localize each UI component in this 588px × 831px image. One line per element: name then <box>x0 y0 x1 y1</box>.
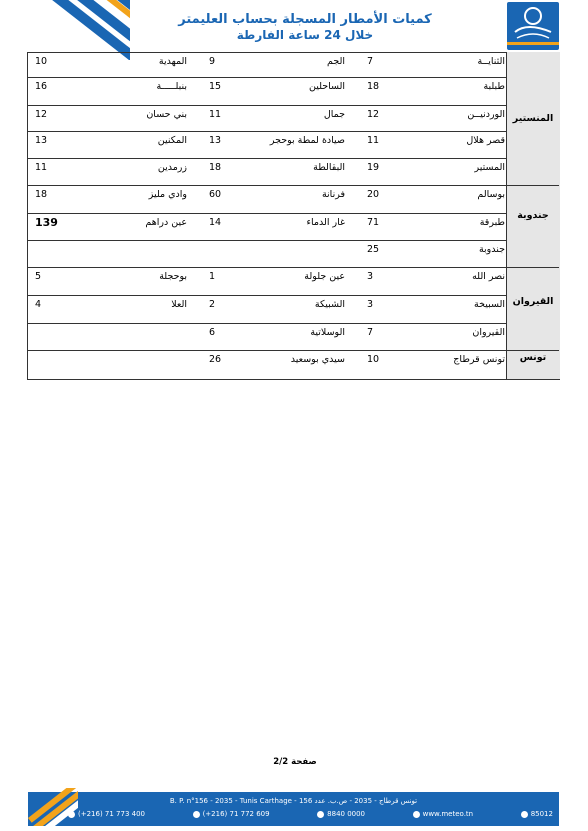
rainfall-value: 20 <box>367 189 380 200</box>
station-name: طبرقة <box>479 217 505 228</box>
rainfall-value: 71 <box>367 217 380 228</box>
station-name: غار الدماء <box>306 217 345 228</box>
rainfall-value: 11 <box>35 162 48 173</box>
station-name: الوردنيــن <box>467 109 505 120</box>
row-divider <box>27 77 506 78</box>
station-name: العلا <box>171 299 187 310</box>
station-name: جندوبة <box>478 244 505 255</box>
station-name: الساحلين <box>308 81 345 92</box>
rainfall-value: 9 <box>209 56 216 67</box>
rainfall-value: 18 <box>367 81 380 92</box>
rainfall-value: 10 <box>367 354 380 365</box>
footer-bar <box>28 792 559 826</box>
rainfall-value: 2 <box>209 299 216 310</box>
station-name: المكنين <box>157 135 187 146</box>
footer-contact <box>317 810 365 818</box>
footer-contact <box>193 810 270 818</box>
page-number: صفحة 2/2 <box>273 757 317 767</box>
group-divider <box>27 267 559 268</box>
footer-contact <box>413 810 474 818</box>
rainfall-value: 7 <box>367 327 374 338</box>
rainfall-value: 14 <box>209 217 222 228</box>
station-name: جمال <box>323 109 345 120</box>
fax-icon <box>193 811 200 818</box>
footer-contact-text: (+216) 71 773 400 <box>78 810 145 818</box>
governorate-label: القيروان <box>512 296 554 307</box>
page-title: كميات الأمطار المسجلة بحساب العليمتر <box>178 12 432 27</box>
rainfall-value: 13 <box>35 135 48 146</box>
governorate-label: جندوبة <box>517 210 549 221</box>
station-name: الجم <box>327 56 345 67</box>
station-name: الثنايــة <box>477 56 505 67</box>
governorate-label: المنستير <box>512 113 554 124</box>
rainfall-value: 25 <box>367 244 380 255</box>
station-name: عين جلولة <box>304 271 345 282</box>
station-name: بوسالم <box>477 189 505 200</box>
station-name: السبيخة <box>474 299 505 310</box>
footer-contact <box>521 810 553 818</box>
rainfall-value: 4 <box>35 299 42 310</box>
footer-contacts <box>68 810 553 818</box>
meteo-logo <box>507 2 559 50</box>
row-divider <box>27 323 506 324</box>
sms-icon <box>521 811 528 818</box>
rainfall-value: 15 <box>209 81 222 92</box>
rainfall-value: 11 <box>367 135 380 146</box>
rainfall-value: 26 <box>209 354 222 365</box>
station-name: بني حسان <box>146 109 187 120</box>
station-name: تونس قرطاج <box>453 354 505 365</box>
station-name: الوسلاتية <box>310 327 345 338</box>
rainfall-value: 5 <box>35 271 42 282</box>
station-name: وادي مليز <box>148 189 187 200</box>
footer-contact-text: www.meteo.tn <box>422 810 474 818</box>
station-name: نصر الله <box>472 271 505 282</box>
rainfall-value: 18 <box>209 162 222 173</box>
rainfall-value: 12 <box>367 109 380 120</box>
rainfall-value: 18 <box>35 189 48 200</box>
station-name: بنبلـــــة <box>156 81 187 92</box>
station-name: البقالطة <box>313 162 345 173</box>
station-name: عين دراهم <box>145 217 187 228</box>
footer-contact-text: 85012 <box>530 810 553 818</box>
globe-icon <box>413 811 420 818</box>
rainfall-value: 7 <box>367 56 374 67</box>
station-name: الشبيكة <box>314 299 345 310</box>
phone-icon <box>317 811 324 818</box>
station-name: القيروان <box>472 327 505 338</box>
station-name: زرمدين <box>157 162 187 173</box>
row-divider <box>27 213 506 214</box>
rainfall-value: 16 <box>35 81 48 92</box>
rainfall-value: 19 <box>367 162 380 173</box>
governorate-label: تونس <box>519 352 547 363</box>
row-divider <box>27 295 506 296</box>
row-divider <box>27 131 506 132</box>
station-name: المستير <box>474 162 505 173</box>
row-divider <box>27 105 506 106</box>
station-name: فرنانة <box>321 189 345 200</box>
group-divider <box>27 185 559 186</box>
station-name: طبلبة <box>483 81 505 92</box>
rainfall-value: 139 <box>35 216 58 229</box>
rainfall-value: 1 <box>209 271 216 282</box>
rainfall-value: 11 <box>209 109 222 120</box>
rainfall-value: 6 <box>209 327 216 338</box>
station-name: قصر هلال <box>466 135 505 146</box>
row-divider <box>27 240 506 241</box>
station-name: المهدية <box>158 56 187 67</box>
footer-contact <box>68 810 145 818</box>
rainfall-value: 12 <box>35 109 48 120</box>
group-divider <box>27 350 559 351</box>
station-name: سيدي بوسعيد <box>290 354 345 365</box>
rainfall-value: 10 <box>35 56 48 67</box>
rainfall-value: 3 <box>367 271 374 282</box>
rainfall-table <box>27 52 559 379</box>
footer-address: B. P. n°156 - 2035 - Tunis Carthage - تونس قرطاج - 2035 - ص.ب. عدد 156 <box>169 797 418 805</box>
page-subtitle: خلال 24 ساعة الفارطة <box>236 28 374 42</box>
rainfall-value: 13 <box>209 135 222 146</box>
footer-stripes-decoration <box>28 788 78 826</box>
rainfall-value: 3 <box>367 299 374 310</box>
header-stripes-decoration <box>0 0 130 60</box>
footer-contact-text: (+216) 71 772 609 <box>202 810 270 818</box>
rainfall-value: 60 <box>209 189 222 200</box>
sun-cloud-icon <box>507 2 559 42</box>
station-name: صيادة لمطة بوحجر <box>269 135 345 146</box>
station-name: بوحجلة <box>159 271 187 282</box>
footer-contact-text: 8840 0000 <box>327 810 366 818</box>
row-divider <box>27 158 506 159</box>
